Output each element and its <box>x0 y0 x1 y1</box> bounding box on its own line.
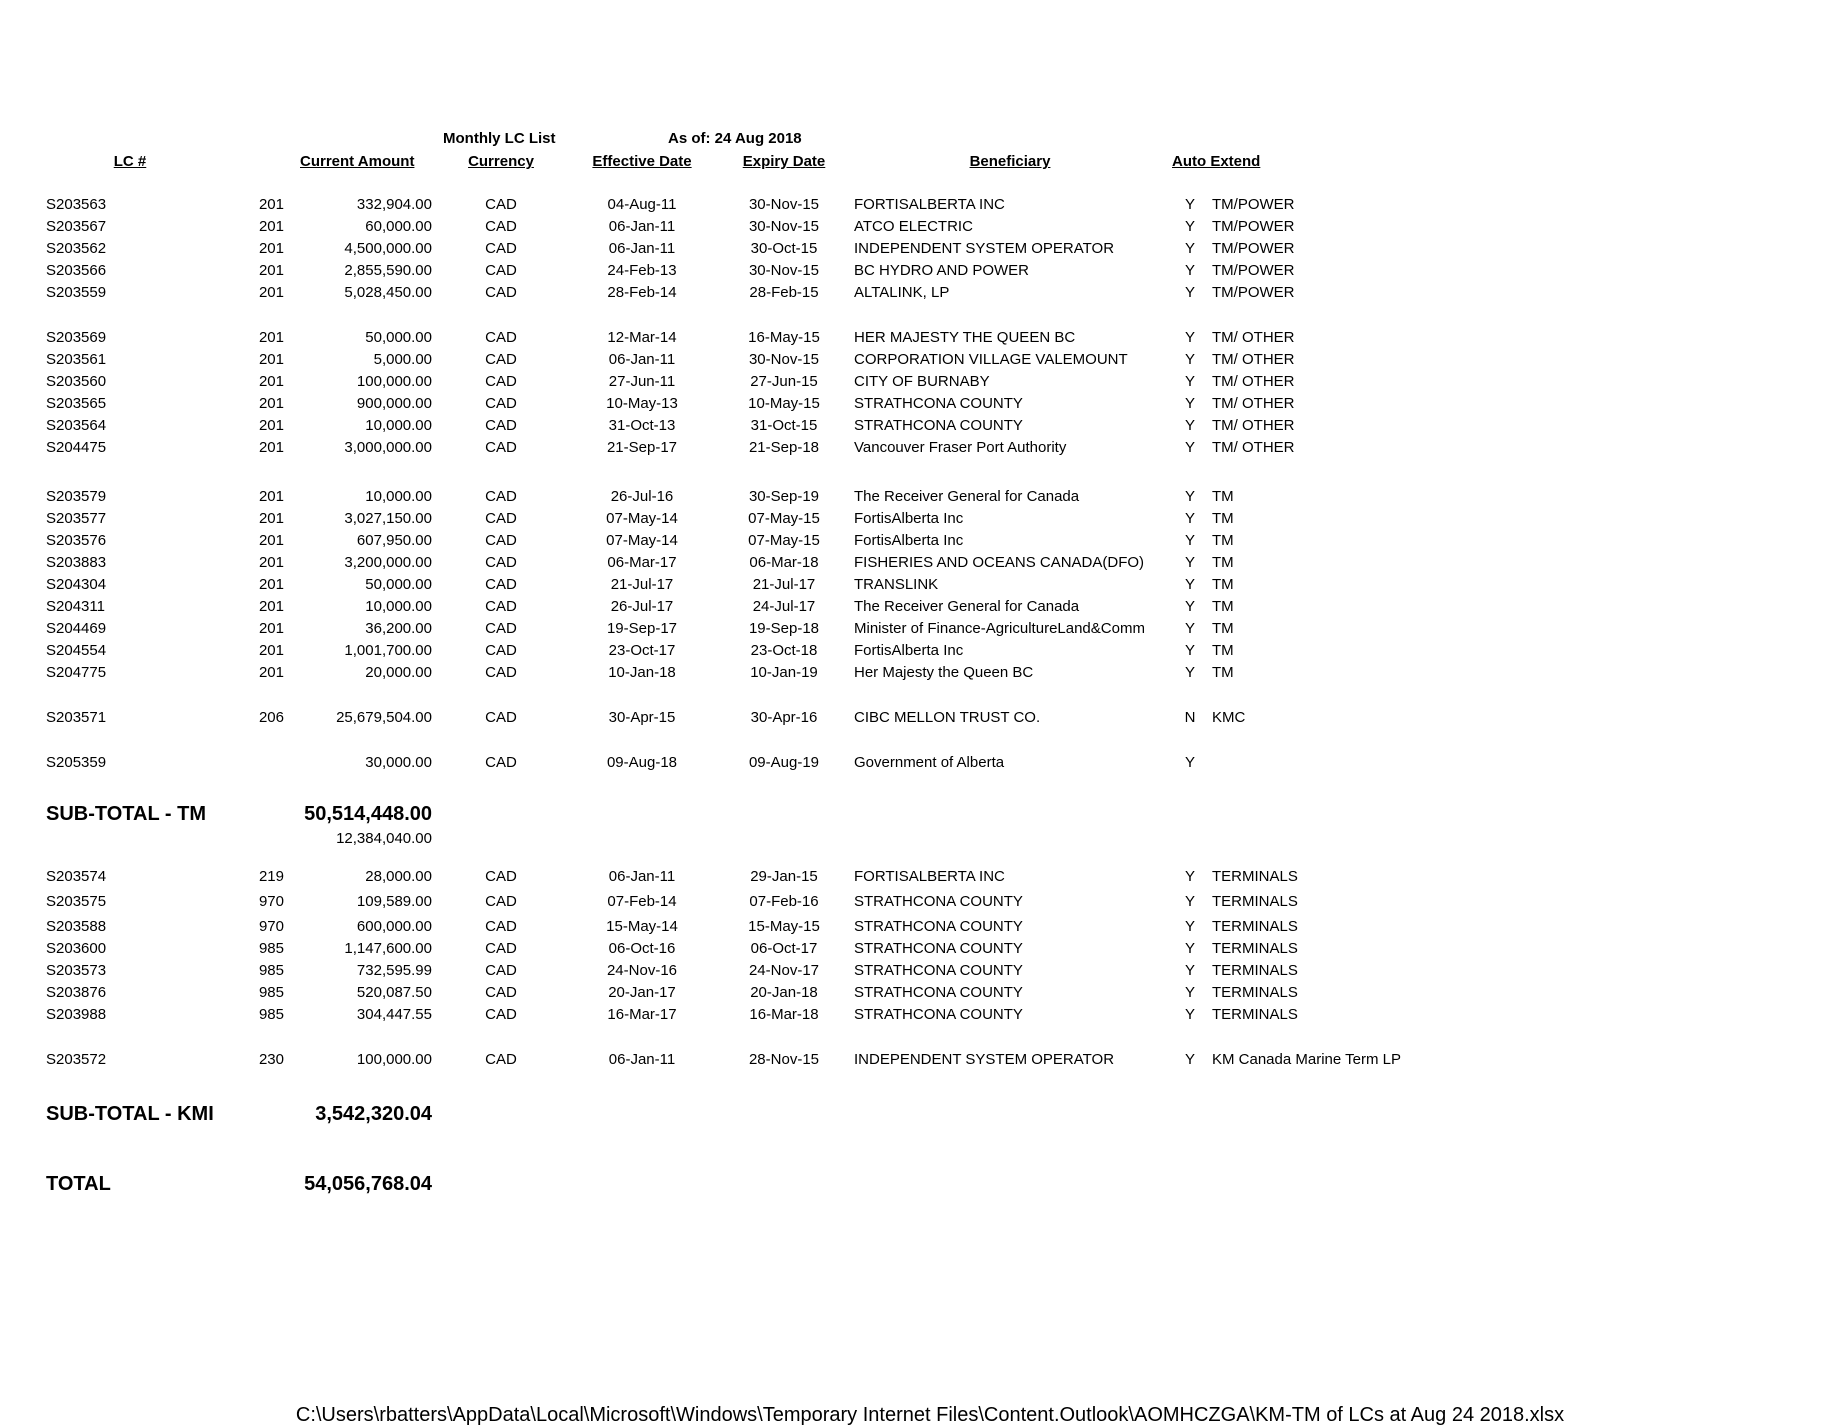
cell-effective-date: 04-Aug-11 <box>607 196 677 213</box>
cell-entity-code: 201 <box>258 351 284 368</box>
cell-amount: 10,000.00 <box>365 417 432 434</box>
cell-beneficiary: ALTALINK, LP <box>854 284 950 301</box>
cell-beneficiary: Her Majesty the Queen BC <box>854 664 1034 681</box>
cell-entity-code: 201 <box>258 373 284 390</box>
cell-beneficiary: FISHERIES AND OCEANS CANADA(DFO) <box>854 554 1145 571</box>
cell-currency: CAD <box>485 620 517 637</box>
cell-beneficiary: CORPORATION VILLAGE VALEMOUNT <box>854 351 1128 368</box>
subtotal-kmi-amount: 3,542,320.04 <box>315 1103 432 1125</box>
cell-beneficiary: HER MAJESTY THE QUEEN BC <box>854 329 1076 346</box>
cell-lc-number: S203588 <box>46 918 107 935</box>
cell-amount: 332,904.00 <box>356 196 432 213</box>
cell-beneficiary: STRATHCONA COUNTY <box>854 395 1023 412</box>
cell-amount: 20,000.00 <box>365 664 432 681</box>
cell-expiry-date: 30-Sep-19 <box>748 488 820 505</box>
cell-effective-date: 28-Feb-14 <box>607 284 677 301</box>
cell-entity-code: 201 <box>258 576 284 593</box>
cell-auto-extend: Y <box>1184 439 1195 456</box>
cell-amount: 5,028,450.00 <box>344 284 432 301</box>
cell-lc-number: S203572 <box>46 1051 107 1068</box>
cell-effective-date: 06-Jan-11 <box>608 868 676 885</box>
cell-group: TERMINALS <box>1212 893 1298 910</box>
cell-auto-extend: Y <box>1184 620 1195 637</box>
cell-entity-code: 201 <box>258 329 284 346</box>
cell-lc-number: S203600 <box>46 940 107 957</box>
cell-entity-code: 201 <box>258 554 284 571</box>
cell-lc-number: S203560 <box>46 373 107 390</box>
cell-group: TM <box>1212 510 1234 527</box>
cell-group: TERMINALS <box>1212 868 1298 885</box>
cell-beneficiary: CITY OF BURNABY <box>854 373 990 390</box>
cell-auto-extend: Y <box>1184 284 1195 301</box>
cell-group: TM/POWER <box>1212 284 1295 301</box>
cell-group: TM <box>1212 642 1234 659</box>
cell-amount: 50,000.00 <box>365 576 432 593</box>
col-header-amount: Current Amount <box>300 153 415 170</box>
cell-expiry-date: 10-May-15 <box>748 395 820 412</box>
cell-group: TERMINALS <box>1212 962 1298 979</box>
cell-amount: 3,000,000.00 <box>344 439 432 456</box>
cell-entity-code: 201 <box>258 598 284 615</box>
cell-expiry-date: 31-Oct-15 <box>750 417 818 434</box>
cell-beneficiary: FortisAlberta Inc <box>854 642 964 659</box>
cell-auto-extend: Y <box>1184 893 1195 910</box>
cell-beneficiary: FORTISALBERTA INC <box>854 196 1005 213</box>
subtotal-tm-amount: 50,514,448.00 <box>304 803 432 825</box>
cell-beneficiary: TRANSLINK <box>854 576 939 593</box>
cell-effective-date: 21-Sep-17 <box>606 439 678 456</box>
cell-beneficiary: STRATHCONA COUNTY <box>854 962 1023 979</box>
cell-lc-number: S203575 <box>46 893 107 910</box>
cell-entity-code: 201 <box>258 417 284 434</box>
cell-expiry-date: 07-Feb-16 <box>749 893 819 910</box>
cell-expiry-date: 24-Nov-17 <box>748 962 820 979</box>
cell-currency: CAD <box>485 395 517 412</box>
cell-amount: 3,200,000.00 <box>344 554 432 571</box>
cell-lc-number: S203561 <box>46 351 107 368</box>
cell-auto-extend: Y <box>1184 576 1195 593</box>
cell-effective-date: 10-Jan-18 <box>608 664 676 681</box>
cell-entity-code: 201 <box>258 395 284 412</box>
cell-entity-code: 201 <box>258 439 284 456</box>
cell-expiry-date: 15-May-15 <box>748 918 820 935</box>
cell-currency: CAD <box>485 554 517 571</box>
cell-lc-number: S203579 <box>46 488 107 505</box>
cell-expiry-date: 19-Sep-18 <box>748 620 820 637</box>
cell-effective-date: 31-Oct-13 <box>608 417 676 434</box>
cell-auto-extend: Y <box>1184 351 1195 368</box>
cell-expiry-date: 10-Jan-19 <box>750 664 818 681</box>
cell-group: TM/POWER <box>1212 240 1295 257</box>
cell-currency: CAD <box>485 351 517 368</box>
cell-beneficiary: STRATHCONA COUNTY <box>854 940 1023 957</box>
cell-effective-date: 26-Jul-17 <box>610 598 674 615</box>
cell-currency: CAD <box>485 532 517 549</box>
cell-currency: CAD <box>485 940 517 957</box>
cell-lc-number: S204311 <box>46 598 105 615</box>
cell-effective-date: 10-May-13 <box>606 395 678 412</box>
cell-effective-date: 06-Jan-11 <box>608 1051 676 1068</box>
cell-effective-date: 06-Mar-17 <box>607 554 677 571</box>
cell-amount: 732,595.99 <box>356 962 432 979</box>
cell-effective-date: 06-Jan-11 <box>608 240 676 257</box>
cell-effective-date: 30-Apr-15 <box>608 709 676 726</box>
cell-currency: CAD <box>485 754 517 771</box>
cell-currency: CAD <box>485 598 517 615</box>
cell-lc-number: S203569 <box>46 329 107 346</box>
cell-amount: 5,000.00 <box>373 351 432 368</box>
cell-currency: CAD <box>485 576 517 593</box>
cell-group: TM/ OTHER <box>1212 373 1295 390</box>
cell-beneficiary: STRATHCONA COUNTY <box>854 417 1023 434</box>
cell-entity-code: 201 <box>258 262 284 279</box>
col-header-lc: LC # <box>113 153 147 170</box>
cell-auto-extend: Y <box>1184 395 1195 412</box>
cell-currency: CAD <box>485 373 517 390</box>
cell-group: TM/ OTHER <box>1212 417 1295 434</box>
cell-amount: 607,950.00 <box>356 532 432 549</box>
cell-currency: CAD <box>485 664 517 681</box>
cell-beneficiary: STRATHCONA COUNTY <box>854 918 1023 935</box>
cell-effective-date: 06-Oct-16 <box>608 940 676 957</box>
cell-amount: 1,147,600.00 <box>344 940 432 957</box>
cell-effective-date: 12-Mar-14 <box>607 329 677 346</box>
cell-entity-code: 970 <box>258 918 284 935</box>
cell-group: TM/POWER <box>1212 196 1295 213</box>
cell-lc-number: S203563 <box>46 196 107 213</box>
cell-amount: 520,087.50 <box>356 984 432 1001</box>
cell-amount: 10,000.00 <box>365 598 432 615</box>
cell-currency: CAD <box>485 709 517 726</box>
cell-group: TM <box>1212 664 1234 681</box>
cell-beneficiary: Government of Alberta <box>854 754 1005 771</box>
cell-amount: 100,000.00 <box>356 1051 432 1068</box>
cell-group: TM/ OTHER <box>1212 395 1295 412</box>
cell-auto-extend: Y <box>1184 554 1195 571</box>
cell-auto-extend: Y <box>1184 642 1195 659</box>
cell-group: TM <box>1212 576 1234 593</box>
cell-lc-number: S205359 <box>46 754 107 771</box>
cell-group: TM <box>1212 554 1234 571</box>
cell-lc-number: S203574 <box>46 868 107 885</box>
cell-entity-code: 219 <box>258 868 284 885</box>
cell-entity-code: 985 <box>258 962 284 979</box>
cell-currency: CAD <box>485 329 517 346</box>
cell-auto-extend: Y <box>1184 664 1195 681</box>
cell-entity-code: 201 <box>258 642 284 659</box>
cell-entity-code: 985 <box>258 940 284 957</box>
cell-currency: CAD <box>485 642 517 659</box>
cell-currency: CAD <box>485 417 517 434</box>
cell-beneficiary: INDEPENDENT SYSTEM OPERATOR <box>854 1051 1115 1068</box>
cell-group: TERMINALS <box>1212 918 1298 935</box>
cell-lc-number: S203577 <box>46 510 107 527</box>
cell-lc-number: S203876 <box>46 984 107 1001</box>
cell-lc-number: S203559 <box>46 284 107 301</box>
cell-effective-date: 19-Sep-17 <box>606 620 678 637</box>
cell-auto-extend: Y <box>1184 262 1195 279</box>
total-amount: 54,056,768.04 <box>304 1173 432 1195</box>
cell-currency: CAD <box>485 262 517 279</box>
cell-currency: CAD <box>485 868 517 885</box>
cell-entity-code: 201 <box>258 218 284 235</box>
cell-beneficiary: FortisAlberta Inc <box>854 510 964 527</box>
cell-currency: CAD <box>485 893 517 910</box>
cell-effective-date: 07-Feb-14 <box>607 893 677 910</box>
cell-beneficiary: STRATHCONA COUNTY <box>854 984 1023 1001</box>
cell-auto-extend: Y <box>1184 329 1195 346</box>
total-label: TOTAL <box>46 1173 111 1195</box>
cell-lc-number: S203988 <box>46 1006 107 1023</box>
cell-expiry-date: 28-Feb-15 <box>749 284 819 301</box>
cell-beneficiary: FORTISALBERTA INC <box>854 868 1005 885</box>
cell-expiry-date: 06-Oct-17 <box>750 940 818 957</box>
cell-beneficiary: The Receiver General for Canada <box>854 488 1080 505</box>
cell-expiry-date: 09-Aug-19 <box>748 754 820 771</box>
cell-beneficiary: The Receiver General for Canada <box>854 598 1080 615</box>
cell-expiry-date: 30-Nov-15 <box>748 218 820 235</box>
cell-auto-extend: Y <box>1184 984 1195 1001</box>
cell-expiry-date: 30-Nov-15 <box>748 196 820 213</box>
cell-currency: CAD <box>485 439 517 456</box>
cell-auto-extend: Y <box>1184 598 1195 615</box>
cell-beneficiary: STRATHCONA COUNTY <box>854 893 1023 910</box>
cell-lc-number: S204469 <box>46 620 107 637</box>
cell-amount: 60,000.00 <box>365 218 432 235</box>
cell-effective-date: 06-Jan-11 <box>608 218 676 235</box>
cell-expiry-date: 30-Apr-16 <box>750 709 818 726</box>
cell-group: TM <box>1212 598 1234 615</box>
cell-auto-extend: Y <box>1184 868 1195 885</box>
cell-expiry-date: 30-Nov-15 <box>748 262 820 279</box>
cell-beneficiary: CIBC MELLON TRUST CO. <box>854 709 1041 726</box>
cell-group: TM <box>1212 532 1234 549</box>
cell-currency: CAD <box>485 196 517 213</box>
cell-group: TERMINALS <box>1212 984 1298 1001</box>
cell-effective-date: 16-Mar-17 <box>607 1006 677 1023</box>
cell-effective-date: 24-Nov-16 <box>606 962 678 979</box>
cell-group: TERMINALS <box>1212 940 1298 957</box>
cell-amount: 900,000.00 <box>356 395 432 412</box>
cell-currency: CAD <box>485 510 517 527</box>
cell-group: TM <box>1212 620 1234 637</box>
cell-group: TM <box>1212 488 1234 505</box>
cell-expiry-date: 07-May-15 <box>748 510 820 527</box>
cell-expiry-date: 20-Jan-18 <box>750 984 818 1001</box>
cell-amount: 4,500,000.00 <box>344 240 432 257</box>
cell-entity-code: 201 <box>258 510 284 527</box>
cell-effective-date: 26-Jul-16 <box>610 488 674 505</box>
cell-effective-date: 27-Jun-11 <box>608 373 676 390</box>
subtotal-tm-secondary: 12,384,040.00 <box>336 830 432 847</box>
cell-entity-code: 201 <box>258 488 284 505</box>
cell-auto-extend: Y <box>1184 1051 1195 1068</box>
cell-group: TM/POWER <box>1212 262 1295 279</box>
cell-amount: 28,000.00 <box>365 868 432 885</box>
cell-group: TERMINALS <box>1212 1006 1298 1023</box>
cell-currency: CAD <box>485 918 517 935</box>
cell-entity-code: 201 <box>258 532 284 549</box>
cell-amount: 50,000.00 <box>365 329 432 346</box>
cell-group: KM Canada Marine Term LP <box>1212 1051 1401 1068</box>
cell-currency: CAD <box>485 1006 517 1023</box>
cell-entity-code: 201 <box>258 240 284 257</box>
cell-lc-number: S203576 <box>46 532 107 549</box>
cell-currency: CAD <box>485 984 517 1001</box>
cell-effective-date: 07-May-14 <box>606 510 678 527</box>
cell-auto-extend: Y <box>1184 510 1195 527</box>
cell-group: TM/ OTHER <box>1212 329 1295 346</box>
cell-expiry-date: 23-Oct-18 <box>750 642 818 659</box>
cell-auto-extend: Y <box>1184 962 1195 979</box>
col-header-effective: Effective Date <box>592 153 692 170</box>
cell-beneficiary: ATCO ELECTRIC <box>854 218 973 235</box>
cell-currency: CAD <box>485 218 517 235</box>
cell-lc-number: S203566 <box>46 262 107 279</box>
cell-entity-code: 970 <box>258 893 284 910</box>
cell-effective-date: 07-May-14 <box>606 532 678 549</box>
subtotal-tm-label: SUB-TOTAL - TM <box>46 803 206 825</box>
cell-currency: CAD <box>485 240 517 257</box>
cell-expiry-date: 07-May-15 <box>748 532 820 549</box>
cell-lc-number: S204304 <box>46 576 107 593</box>
cell-auto-extend: Y <box>1184 240 1195 257</box>
cell-group: TM/POWER <box>1212 218 1295 235</box>
cell-expiry-date: 21-Sep-18 <box>748 439 820 456</box>
cell-lc-number: S203883 <box>46 554 107 571</box>
as-of-date: As of: 24 Aug 2018 <box>668 130 802 147</box>
cell-currency: CAD <box>485 488 517 505</box>
cell-auto-extend: N <box>1184 709 1196 726</box>
cell-entity-code: 201 <box>258 284 284 301</box>
subtotal-kmi-label: SUB-TOTAL - KMI <box>46 1103 214 1125</box>
cell-lc-number: S204775 <box>46 664 107 681</box>
cell-effective-date: 23-Oct-17 <box>608 642 676 659</box>
cell-lc-number: S203567 <box>46 218 107 235</box>
cell-amount: 1,001,700.00 <box>344 642 432 659</box>
cell-expiry-date: 16-May-15 <box>748 329 820 346</box>
cell-beneficiary: FortisAlberta Inc <box>854 532 964 549</box>
cell-effective-date: 24-Feb-13 <box>607 262 677 279</box>
cell-amount: 304,447.55 <box>356 1006 432 1023</box>
col-header-expiry: Expiry Date <box>742 153 826 170</box>
footer-file-path: C:\Users\rbatters\AppData\Local\Microsoft\Windows\Temporary Internet Files\Content.Outlook\AOMHCZGA\KM-TM of LCs at Aug 24 2018.xlsx <box>295 1404 1565 1426</box>
cell-beneficiary: BC HYDRO AND POWER <box>854 262 1030 279</box>
cell-currency: CAD <box>485 962 517 979</box>
cell-auto-extend: Y <box>1184 196 1195 213</box>
cell-lc-number: S203562 <box>46 240 107 257</box>
cell-beneficiary: Minister of Finance-AgricultureLand&Comm <box>854 620 1145 637</box>
cell-expiry-date: 16-Mar-18 <box>749 1006 819 1023</box>
cell-beneficiary: INDEPENDENT SYSTEM OPERATOR <box>854 240 1115 257</box>
cell-expiry-date: 21-Jul-17 <box>752 576 816 593</box>
cell-expiry-date: 24-Jul-17 <box>752 598 816 615</box>
cell-entity-code: 201 <box>258 664 284 681</box>
cell-amount: 600,000.00 <box>356 918 432 935</box>
cell-amount: 36,200.00 <box>365 620 432 637</box>
cell-beneficiary: STRATHCONA COUNTY <box>854 1006 1023 1023</box>
cell-entity-code: 985 <box>258 1006 284 1023</box>
cell-lc-number: S204475 <box>46 439 107 456</box>
cell-amount: 10,000.00 <box>365 488 432 505</box>
cell-amount: 2,855,590.00 <box>344 262 432 279</box>
cell-expiry-date: 06-Mar-18 <box>749 554 819 571</box>
cell-group: TM/ OTHER <box>1212 439 1295 456</box>
cell-effective-date: 09-Aug-18 <box>606 754 678 771</box>
cell-auto-extend: Y <box>1184 488 1195 505</box>
cell-currency: CAD <box>485 1051 517 1068</box>
cell-amount: 30,000.00 <box>365 754 432 771</box>
cell-auto-extend: Y <box>1184 754 1195 771</box>
col-header-beneficiary: Beneficiary <box>969 153 1051 170</box>
cell-auto-extend: Y <box>1184 373 1195 390</box>
cell-amount: 3,027,150.00 <box>344 510 432 527</box>
cell-auto-extend: Y <box>1184 1006 1195 1023</box>
cell-expiry-date: 30-Nov-15 <box>748 351 820 368</box>
cell-expiry-date: 29-Jan-15 <box>750 868 818 885</box>
cell-entity-code: 201 <box>258 620 284 637</box>
cell-amount: 109,589.00 <box>356 893 432 910</box>
cell-lc-number: S203564 <box>46 417 107 434</box>
cell-entity-code: 230 <box>258 1051 284 1068</box>
col-header-currency: Currency <box>468 153 534 170</box>
cell-entity-code: 201 <box>258 196 284 213</box>
cell-group: KMC <box>1212 709 1246 726</box>
cell-auto-extend: Y <box>1184 532 1195 549</box>
cell-beneficiary: Vancouver Fraser Port Authority <box>854 439 1067 456</box>
cell-lc-number: S203573 <box>46 962 107 979</box>
cell-effective-date: 20-Jan-17 <box>608 984 676 1001</box>
cell-effective-date: 15-May-14 <box>606 918 678 935</box>
cell-auto-extend: Y <box>1184 940 1195 957</box>
col-header-auto-extend: Auto Extend <box>1172 153 1261 170</box>
cell-amount: 100,000.00 <box>356 373 432 390</box>
cell-currency: CAD <box>485 284 517 301</box>
cell-auto-extend: Y <box>1184 417 1195 434</box>
cell-auto-extend: Y <box>1184 218 1195 235</box>
cell-entity-code: 206 <box>258 709 284 726</box>
cell-lc-number: S204554 <box>46 642 107 659</box>
cell-expiry-date: 30-Oct-15 <box>750 240 818 257</box>
cell-effective-date: 06-Jan-11 <box>608 351 676 368</box>
cell-amount: 25,679,504.00 <box>336 709 432 726</box>
cell-lc-number: S203565 <box>46 395 107 412</box>
cell-auto-extend: Y <box>1184 918 1195 935</box>
cell-entity-code: 985 <box>258 984 284 1001</box>
cell-expiry-date: 27-Jun-15 <box>750 373 818 390</box>
report-title: Monthly LC List <box>443 130 556 147</box>
cell-group: TM/ OTHER <box>1212 351 1295 368</box>
cell-effective-date: 21-Jul-17 <box>610 576 674 593</box>
cell-lc-number: S203571 <box>46 709 107 726</box>
cell-expiry-date: 28-Nov-15 <box>748 1051 820 1068</box>
